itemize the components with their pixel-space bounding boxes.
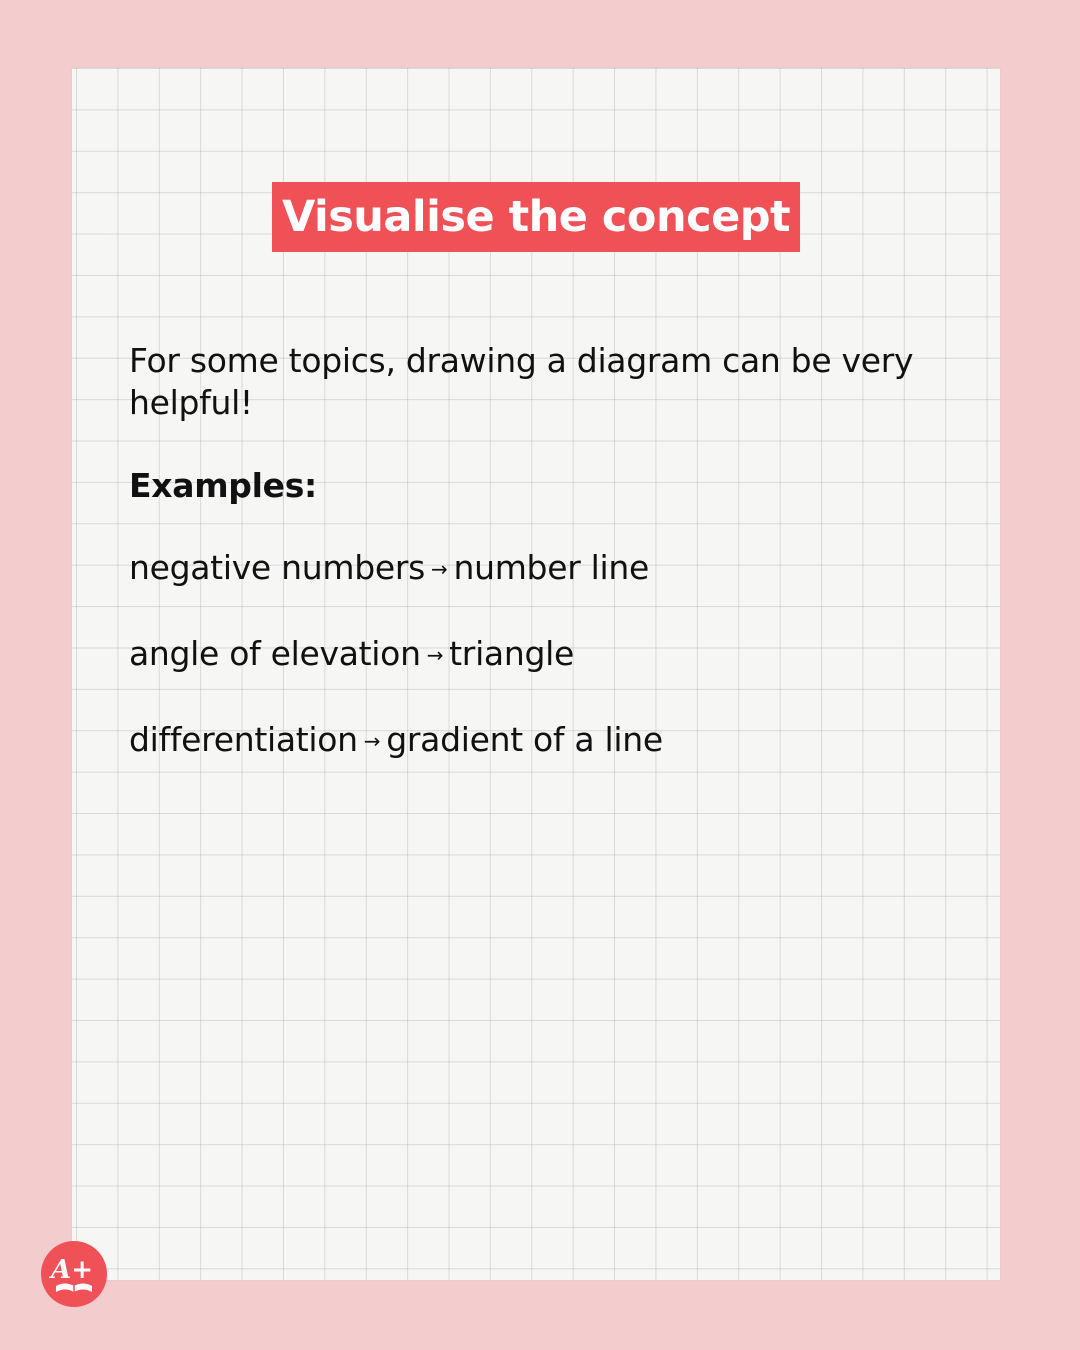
- example-item: [129, 633, 929, 679]
- arrow-right-icon: →: [363, 729, 381, 753]
- example-topic: negative numbers: [129, 548, 426, 587]
- content-body: [129, 340, 929, 765]
- example-item: [129, 547, 929, 593]
- grid-paper: [72, 68, 1000, 1280]
- a-plus-book-icon: [40, 1240, 108, 1308]
- examples-heading: Examples:: [129, 466, 317, 505]
- example-visual: gradient of a line: [386, 720, 663, 759]
- arrow-right-icon: →: [426, 643, 444, 667]
- example-visual: number line: [453, 548, 650, 587]
- arrow-right-icon: →: [431, 557, 448, 581]
- example-topic: differentiation: [129, 720, 358, 759]
- example-visual: triangle: [449, 634, 574, 673]
- example-item: [129, 719, 929, 765]
- intro-text: For some topics, drawing a diagram can be very helpful!: [129, 341, 914, 422]
- example-topic: angle of elevation: [129, 634, 421, 673]
- logo-text: A+: [51, 1255, 93, 1285]
- title-container: [72, 182, 1000, 252]
- page-title: Visualise the concept: [272, 182, 800, 252]
